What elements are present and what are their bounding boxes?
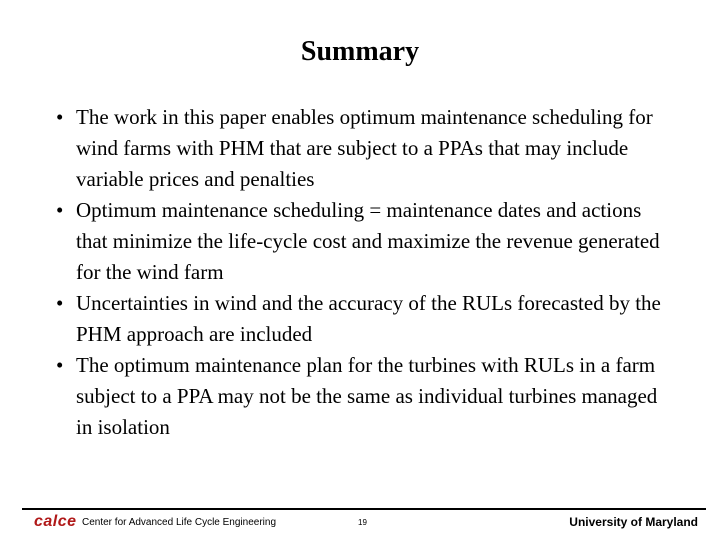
bullet-item (56, 350, 668, 443)
bullet-marker-icon: • (56, 198, 64, 222)
bullet-text: Uncertainties in wind and the accuracy of the RULs forecasted by the PHM approach are included (76, 291, 661, 346)
page-number: 19 (358, 518, 367, 527)
bullet-text: Optimum maintenance scheduling = maintenance dates and actions that minimize the life-cycle cost and maximize the revenue generated for the wind farm (76, 198, 660, 284)
bullet-item (56, 195, 668, 288)
calce-logo: calce (34, 513, 77, 530)
footer-divider (22, 508, 706, 510)
bullet-text: The optimum maintenance plan for the turbines with RULs in a farm subject to a PPA may not be the same as individual turbines managed in isolation (76, 353, 658, 439)
slide-title: Summary (300, 36, 420, 67)
center-name: Center for Advanced Life Cycle Engineering (82, 517, 277, 528)
bullet-list (56, 102, 668, 443)
bullet-item (56, 102, 668, 195)
bullet-item (56, 288, 668, 350)
bullet-text: The work in this paper enables optimum maintenance scheduling for wind farms with PHM that are subject to a PPAs that may include variable prices and penalties (76, 105, 653, 191)
university-name: University of Maryland (569, 515, 698, 529)
bullet-marker-icon: • (56, 105, 64, 129)
bullet-marker-icon: • (56, 291, 64, 315)
bullet-marker-icon: • (56, 353, 64, 377)
